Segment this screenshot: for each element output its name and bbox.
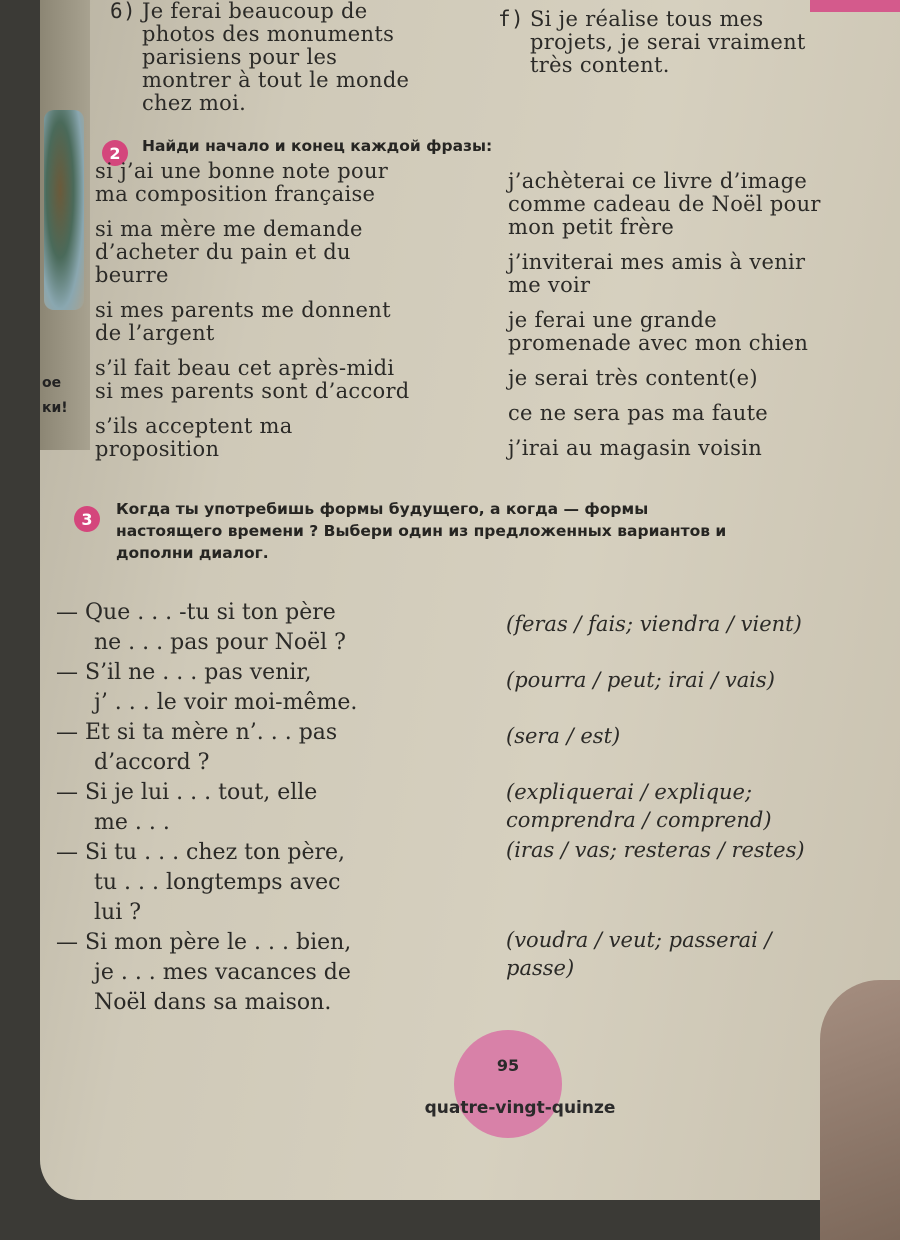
text-line: lui ? — [94, 900, 142, 925]
text-line: — S’il ne . . . pas venir, — [56, 660, 312, 685]
strip-text-fragment: oe — [42, 375, 62, 391]
text-line: (voudra / veut; passerai / — [506, 928, 772, 952]
item-6-text — [142, 0, 502, 115]
text-line: ce ne sera pas ma faute — [508, 401, 769, 425]
left-illustration-strip — [40, 0, 90, 450]
page-number-words: quatre-vingt-quinze — [424, 1098, 616, 1118]
text-line: montrer à tout le monde — [142, 68, 410, 92]
dialog-line-2 — [56, 658, 476, 718]
text-line: s’ils acceptent ma — [95, 414, 293, 438]
phrase-end — [508, 367, 888, 390]
option-5: (iras / vas; resteras / restes) — [506, 838, 805, 862]
exercise-2-badge: 2 — [102, 140, 128, 166]
text-line: je ferai une grande — [508, 308, 718, 332]
text-line: tu . . . longtemps avec — [94, 870, 341, 895]
instruction-line: настоящего времени ? Выбери один из предложенных вариантов и — [116, 522, 727, 540]
phrase-start — [95, 299, 495, 345]
option-2: (pourra / peut; irai / vais) — [506, 668, 775, 692]
instruction-line: дополни диалог. — [116, 544, 269, 562]
text-line: j’achèterai ce livre d’image — [508, 169, 808, 193]
option-6 — [506, 926, 772, 982]
instruction-line: Когда ты употребишь формы будущего, а когда — формы — [116, 500, 649, 518]
text-line: — Et si ta mère n’. . . pas — [56, 720, 338, 745]
text-line: très content. — [530, 53, 670, 77]
text-line: si mes parents sont d’accord — [95, 379, 410, 403]
option-1: (feras / fais; viendra / vient) — [506, 612, 802, 636]
item-label: 6) — [110, 0, 136, 23]
text-line: je serai très content(e) — [508, 366, 758, 390]
phrase-start — [95, 415, 495, 461]
text-line: si j’ai une bonne note pour — [95, 159, 389, 183]
strip-text-fragment: ки! — [42, 400, 68, 416]
text-line: — Si je lui . . . tout, elle — [56, 780, 318, 805]
text-line: d’accord ? — [94, 750, 210, 775]
page-number-circle — [454, 1030, 562, 1138]
text-line: comprendra / comprend) — [506, 808, 772, 832]
page-number: 95 — [496, 1056, 520, 1075]
text-line: me . . . — [94, 810, 170, 835]
text-line: promenade avec mon chien — [508, 331, 809, 355]
text-line: mon petit frère — [508, 215, 675, 239]
text-line: d’acheter du pain et du — [95, 240, 351, 264]
phrase-end — [508, 437, 888, 460]
finger-shadow — [820, 980, 900, 1240]
phrase-starts — [95, 160, 495, 461]
text-line: de l’argent — [95, 321, 215, 345]
item-f — [498, 7, 806, 77]
text-line: j’irai au magasin voisin — [508, 436, 763, 460]
text-line: — Que . . . -tu si ton père — [56, 600, 336, 625]
text-line: parisiens pour les — [142, 45, 338, 69]
phrase-end — [508, 309, 888, 355]
dialog-lines — [56, 598, 476, 1018]
phrase-ends — [508, 170, 888, 460]
item-label: f) — [498, 7, 524, 31]
text-line: proposition — [95, 437, 220, 461]
phrase-end — [508, 170, 888, 239]
phrase-start — [95, 218, 495, 287]
text-line: beurre — [95, 263, 169, 287]
exercise-2-instruction: Найди начало и конец каждой фразы: — [142, 137, 493, 155]
text-line: — Si mon père le . . . bien, — [56, 930, 352, 955]
text-line: je . . . mes vacances de — [94, 960, 351, 985]
item-6 — [110, 0, 410, 115]
dialog-line-6 — [56, 928, 476, 1018]
text-line: si ma mère me demande — [95, 217, 363, 241]
text-line: ma composition française — [95, 182, 376, 206]
phrase-start — [95, 160, 495, 206]
dialog-line-1 — [56, 598, 476, 658]
item-f-text — [530, 8, 870, 77]
phrase-start — [95, 357, 495, 403]
text-line: j’ . . . le voir moi-même. — [94, 690, 358, 715]
text-line: passe) — [506, 956, 575, 980]
option-3: (sera / est) — [506, 724, 621, 748]
text-line: chez moi. — [142, 91, 247, 115]
text-line: comme cadeau de Noël pour — [508, 192, 821, 216]
text-line: j’inviterai mes amis à venir — [508, 250, 806, 274]
dialog-line-3 — [56, 718, 476, 778]
text-line: Si je réalise tous mes — [530, 7, 764, 31]
text-line: (expliquerai / explique; — [506, 780, 753, 804]
text-line: me voir — [508, 273, 591, 297]
text-line: Je ferai beaucoup de — [142, 0, 368, 23]
dialog-line-4 — [56, 778, 476, 838]
text-line: Noël dans sa maison. — [94, 990, 332, 1015]
text-line: photos des monuments — [142, 22, 395, 46]
text-line: si mes parents me donnent — [95, 298, 391, 322]
text-line: s’il fait beau cet après-midi — [95, 356, 395, 380]
text-line: — Si tu . . . chez ton père, — [56, 840, 346, 865]
phrase-end — [508, 251, 888, 297]
dialog-line-5 — [56, 838, 476, 928]
text-line: projets, je serai vraiment — [530, 30, 806, 54]
text-line: ne . . . pas pour Noël ? — [94, 630, 346, 655]
phrase-end — [508, 402, 888, 425]
illustration — [44, 110, 84, 310]
option-4 — [506, 778, 772, 834]
exercise-3-badge: 3 — [74, 506, 100, 532]
exercise-3-instruction — [116, 498, 896, 564]
textbook-page — [40, 0, 900, 1200]
